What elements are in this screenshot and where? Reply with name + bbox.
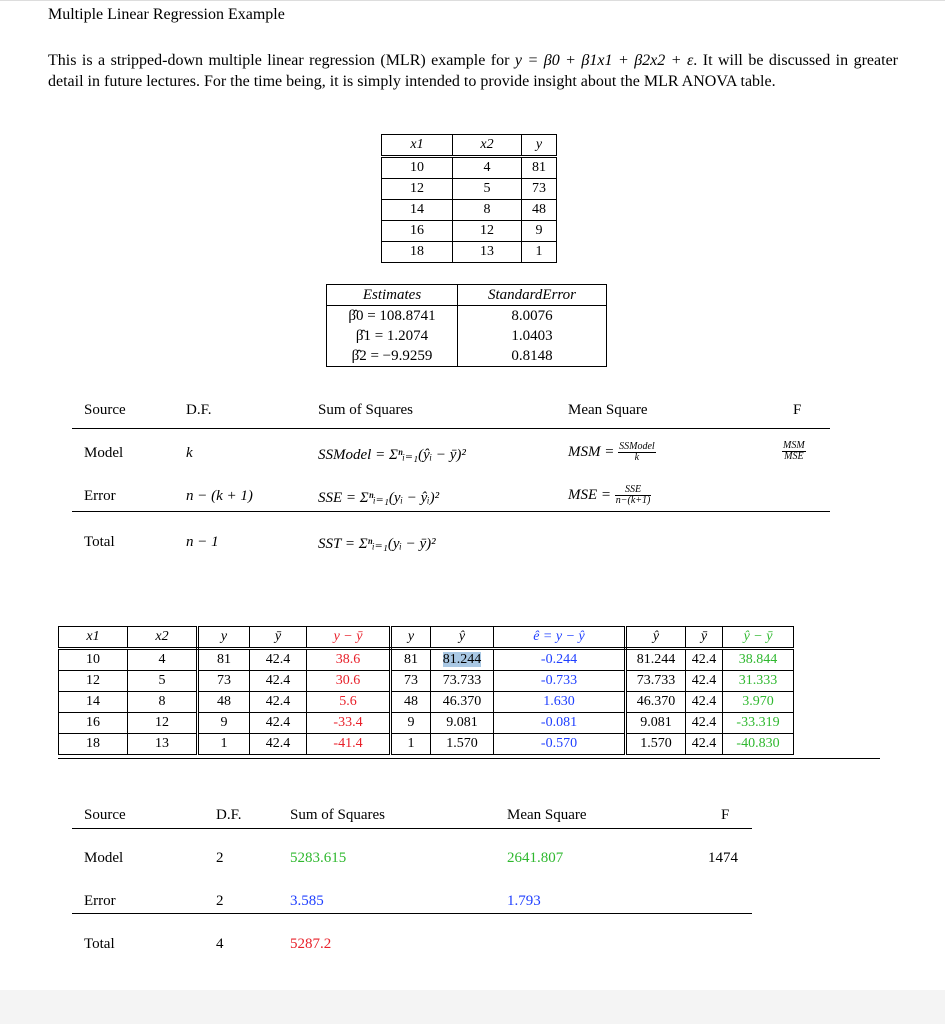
cell: 48 (198, 692, 250, 713)
cell: 12 (382, 179, 453, 200)
divider (72, 428, 830, 429)
divider (72, 828, 752, 829)
cell: 42.4 (686, 734, 723, 755)
model-f (782, 441, 806, 462)
model-ms: 2641.807 (507, 850, 564, 866)
error-source: Error (84, 488, 116, 504)
cell: 38.6 (307, 649, 391, 671)
fraction-den: MSE (784, 451, 804, 462)
total-df: 4 (216, 936, 224, 952)
cell: 3.970 (723, 692, 794, 713)
header-yhat2: ŷ (626, 627, 686, 649)
cell: 1.570 (431, 734, 494, 755)
header-ybar: ȳ (250, 627, 307, 649)
table-row (382, 242, 557, 263)
header-y: y (522, 135, 557, 157)
cell: 30.6 (307, 671, 391, 692)
table-row (327, 306, 607, 327)
total-df: n − 1 (186, 534, 219, 550)
data-table (381, 134, 557, 263)
header-x1: x1 (59, 627, 128, 649)
table-row (327, 346, 607, 367)
cell: 73 (391, 671, 431, 692)
error-df: 2 (216, 893, 224, 909)
cell: 8 (128, 692, 198, 713)
estimates-table (326, 284, 607, 367)
cell: 4 (128, 649, 198, 671)
cell: 12 (453, 221, 522, 242)
header-y: y (198, 627, 250, 649)
cell: 1.630 (494, 692, 626, 713)
table-row (382, 179, 557, 200)
cell: 1 (522, 242, 557, 263)
total-ss: SST = Σⁿᵢ₌₁(yᵢ − ȳ)² (318, 536, 436, 552)
cell: -0.244 (494, 649, 626, 671)
table-row (327, 326, 607, 346)
header-estimates: Estimates (327, 285, 458, 306)
cell: 73 (198, 671, 250, 692)
cell: 42.4 (250, 713, 307, 734)
cell: 73.733 (626, 671, 686, 692)
estimates-header (327, 285, 607, 306)
cell: 13 (453, 242, 522, 263)
table-row (59, 649, 794, 671)
msm-fraction (618, 442, 656, 463)
header-source: Source (84, 402, 126, 418)
cell: 42.4 (686, 713, 723, 734)
cell: 12 (128, 713, 198, 734)
cell: 42.4 (250, 671, 307, 692)
cell: 1.570 (626, 734, 686, 755)
cell: 81.244 (626, 649, 686, 671)
header-y2: y (391, 627, 431, 649)
divider (58, 758, 880, 759)
cell: -0.570 (494, 734, 626, 755)
cell: 5 (128, 671, 198, 692)
model-ss: 5283.615 (290, 850, 347, 866)
cell: 73.733 (431, 671, 494, 692)
cell: 42.4 (250, 649, 307, 671)
cell: 81 (391, 649, 431, 671)
model-f: 1474 (708, 850, 738, 866)
intro-equation: y = β0 + β1x1 + β2x2 + ε (514, 52, 694, 69)
cell: 42.4 (250, 734, 307, 755)
cell: -33.4 (307, 713, 391, 734)
cell: 18 (59, 734, 128, 755)
header-source: Source (84, 807, 126, 823)
cell: 10 (382, 157, 453, 179)
cell: 9 (522, 221, 557, 242)
header-residual: ê = y − ŷ (494, 627, 626, 649)
header-f: F (793, 402, 802, 418)
cell: 10 (59, 649, 128, 671)
fraction-num: SSModel (619, 441, 655, 452)
cell: -0.733 (494, 671, 626, 692)
table-row (382, 221, 557, 242)
header-ms: Mean Square (568, 402, 648, 418)
error-df: n − (k + 1) (186, 488, 253, 504)
calculation-table (58, 626, 794, 755)
header-x1: x1 (382, 135, 453, 157)
cell: 81 (198, 649, 250, 671)
model-source: Model (84, 850, 124, 866)
cell: 9 (391, 713, 431, 734)
cell: 5 (453, 179, 522, 200)
cell: 16 (59, 713, 128, 734)
cell: 48 (391, 692, 431, 713)
header-ybar2: ȳ (686, 627, 723, 649)
header-yhat: ŷ (431, 627, 494, 649)
cell-highlighted (431, 649, 494, 671)
table-row (382, 200, 557, 221)
cell: 4 (453, 157, 522, 179)
cell: 38.844 (723, 649, 794, 671)
estimate-b2: β̂2 = −9.9259 (327, 346, 458, 367)
se-b1: 1.0403 (458, 326, 607, 346)
error-source: Error (84, 893, 116, 909)
top-border (0, 0, 945, 1)
header-yhat-minus-ybar: ŷ − ȳ (723, 627, 794, 649)
cell: 42.4 (250, 692, 307, 713)
cell: 5.6 (307, 692, 391, 713)
table-row (59, 734, 794, 755)
mse-fraction (615, 485, 652, 506)
header-ms: Mean Square (507, 807, 587, 823)
total-source: Total (84, 534, 115, 550)
cell: -40.830 (723, 734, 794, 755)
table-row (59, 692, 794, 713)
page-bottom-margin (0, 990, 945, 1024)
intro-before: This is a stripped-down multiple linear regression (MLR) example for (48, 52, 515, 69)
error-ms: 1.793 (507, 893, 541, 909)
cell: 14 (382, 200, 453, 221)
cell: 16 (382, 221, 453, 242)
cell: -0.081 (494, 713, 626, 734)
fraction-num: SSE (615, 485, 652, 496)
calc-header (59, 627, 794, 649)
cell: 13 (128, 734, 198, 755)
data-table-header (382, 135, 557, 157)
estimate-b1: β̂1 = 1.2074 (327, 326, 458, 346)
divider (72, 511, 830, 512)
cell: 9.081 (626, 713, 686, 734)
model-df: 2 (216, 850, 224, 866)
header-ss: Sum of Squares (318, 402, 413, 418)
cell: -33.319 (723, 713, 794, 734)
cell: 46.370 (626, 692, 686, 713)
model-ss: SSModel = Σⁿᵢ₌₁(ŷᵢ − ȳ)² (318, 447, 466, 463)
cell: 46.370 (431, 692, 494, 713)
cell: 12 (59, 671, 128, 692)
cell: 9.081 (431, 713, 494, 734)
cell: 48 (522, 200, 557, 221)
cell: 73 (522, 179, 557, 200)
highlighted-value: 81.244 (442, 652, 482, 667)
cell: 42.4 (686, 692, 723, 713)
header-x2: x2 (453, 135, 522, 157)
total-source: Total (84, 936, 115, 952)
header-f: F (721, 807, 730, 823)
error-ms (568, 485, 651, 506)
model-source: Model (84, 445, 124, 461)
cell: 42.4 (686, 671, 723, 692)
total-ss: 5287.2 (290, 936, 332, 952)
error-ss: SSE = Σⁿᵢ₌₁(yᵢ − ŷᵢ)² (318, 490, 440, 506)
cell: 18 (382, 242, 453, 263)
header-y-minus-ybar: y − ȳ (307, 627, 391, 649)
table-row (382, 157, 557, 179)
cell: 31.333 (723, 671, 794, 692)
header-df: D.F. (186, 402, 212, 418)
header-df: D.F. (216, 807, 242, 823)
model-ms (568, 442, 656, 463)
cell: 1 (391, 734, 431, 755)
table-row (59, 671, 794, 692)
cell: 8 (453, 200, 522, 221)
cell: 14 (59, 692, 128, 713)
intro-after: . It will be discussed in greater detail in future lectures. For the time being, it is simply intended to provide insight about the MLR ANOVA table. (48, 52, 898, 90)
error-ss: 3.585 (290, 893, 324, 909)
fraction-den: n−(k+1) (615, 495, 651, 506)
se-b2: 0.8148 (458, 346, 607, 367)
page-title: Multiple Linear Regression Example (48, 6, 285, 23)
table-row (59, 713, 794, 734)
msm-label: MSM = (568, 443, 615, 460)
estimate-b0: β̂0 = 108.8741 (327, 306, 458, 327)
cell: 1 (198, 734, 250, 755)
fraction-den: k (634, 452, 640, 463)
cell: -41.4 (307, 734, 391, 755)
f-fraction (782, 441, 806, 462)
cell: 9 (198, 713, 250, 734)
intro-paragraph (48, 50, 898, 92)
mse-label: MSE = (568, 486, 612, 503)
se-b0: 8.0076 (458, 306, 607, 327)
cell: 81 (522, 157, 557, 179)
header-ss: Sum of Squares (290, 807, 385, 823)
header-x2: x2 (128, 627, 198, 649)
cell: 42.4 (686, 649, 723, 671)
header-standard-error: StandardError (458, 285, 607, 306)
fraction-num: MSM (783, 440, 805, 451)
divider (72, 913, 752, 914)
model-df: k (186, 445, 193, 461)
